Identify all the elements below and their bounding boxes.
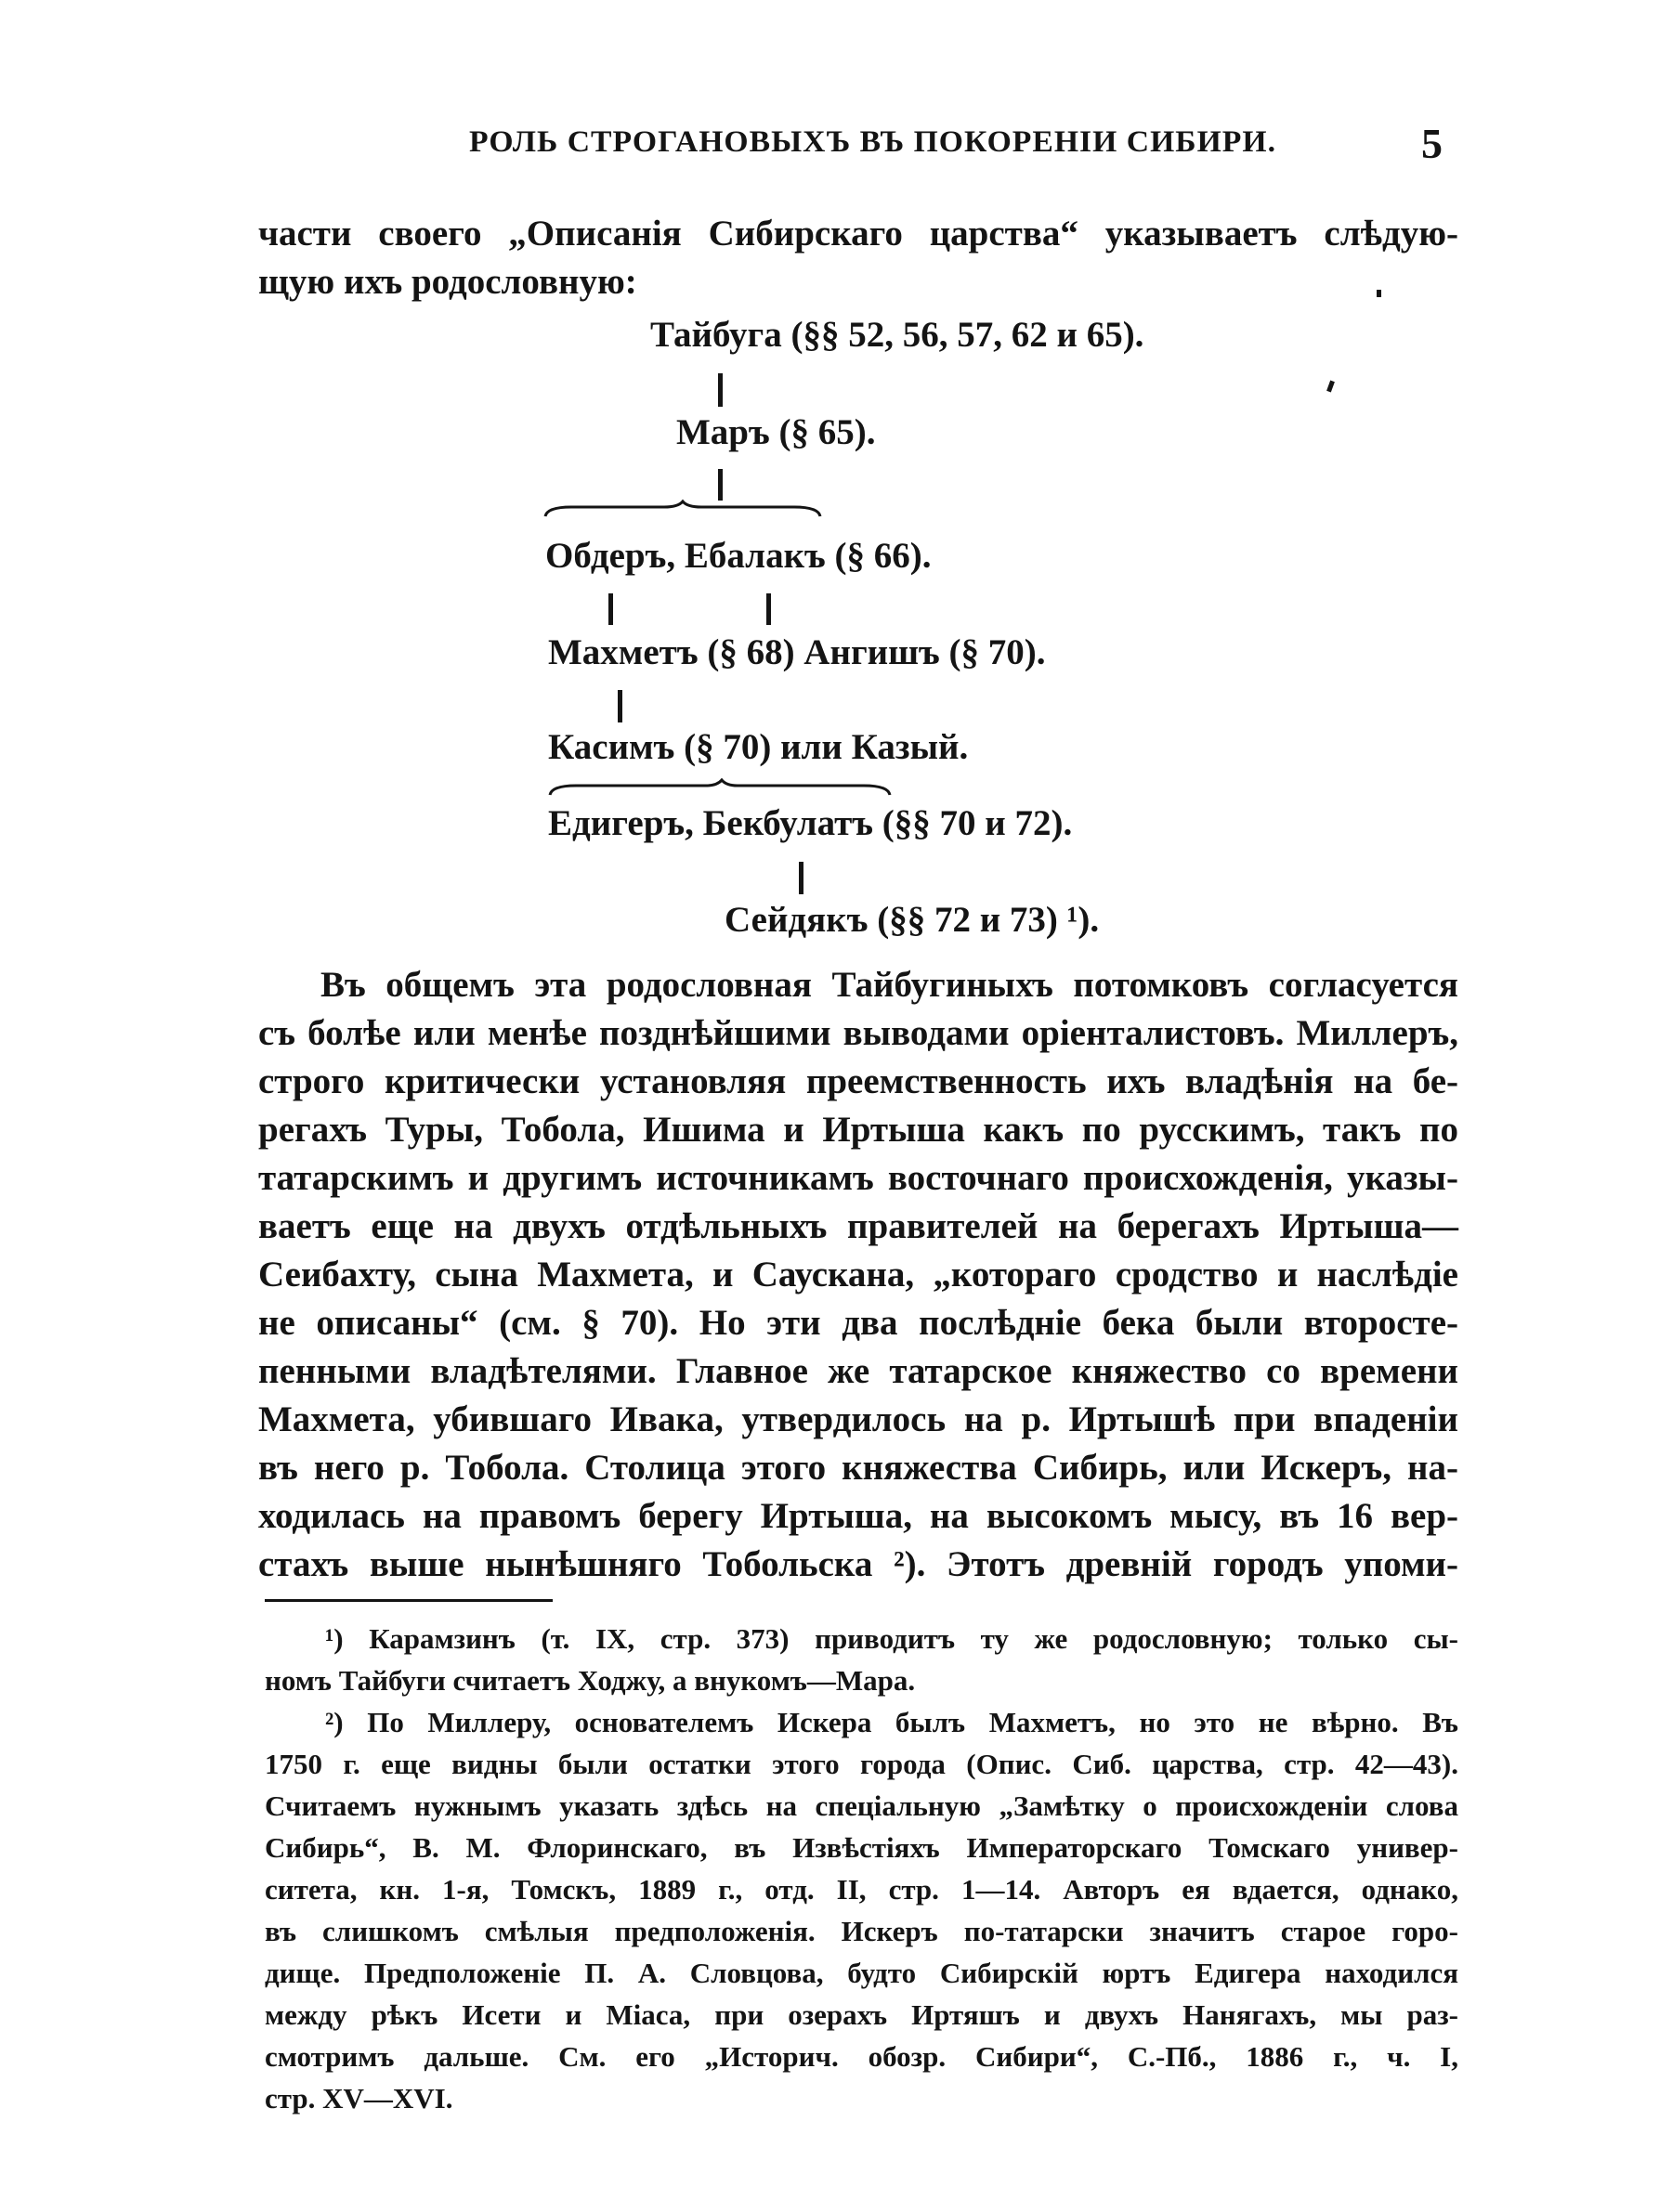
genealogy-kasim: Касимъ (§ 70) или Казый. <box>548 727 969 767</box>
footnote-2-line-6: въ слишкомъ смѣлыя предположенія. Искеръ по-татарски значитъ старое горо- <box>265 1915 1458 1947</box>
footnote-2-line-3: Считаемъ нужнымъ указать здѣсь на спеціальную „Замѣтку о происхожденіи слова <box>265 1789 1458 1822</box>
paragraph-line-12: ходилась на правомъ берегу Иртыша, на высокомъ мысу, въ 16 вер- <box>258 1496 1458 1536</box>
paragraph-line-10: Махмета, убившаго Ивака, утвердилось на р. Иртышѣ при впаденіи <box>258 1399 1458 1439</box>
paragraph-line-11: въ него р. Тобола. Столица этого княжества Сибирь, или Искеръ, на- <box>258 1448 1458 1488</box>
footnote-separator <box>265 1599 553 1602</box>
paragraph-line-7: Сеибахту, сына Махмета, и Саускана, „котораго сродство и наслѣдіе <box>258 1255 1458 1295</box>
genealogy-connector <box>608 593 613 625</box>
genealogy-mar: Маръ (§ 65). <box>676 412 876 452</box>
intro-line-1: части своего „Описанія Сибирскаго царства“ указываетъ слѣдую- <box>258 214 1458 254</box>
intro-line-2: щую ихъ родословную: <box>258 262 637 302</box>
genealogy-brace <box>548 780 892 799</box>
footnote-2-line-4: Сибирь“, В. М. Флоринскаго, въ Извѣстіяхъ Императорскаго Томскаго универ- <box>265 1831 1458 1864</box>
genealogy-connector <box>766 593 771 625</box>
genealogy-seidyak: Сейдякъ (§§ 72 и 73) ¹). <box>725 900 1100 940</box>
genealogy-connector <box>618 690 622 722</box>
footnote-2-line-7: дище. Предположеніе П. А. Словцова, будто Сибирскій юртъ Едигера находился <box>265 1957 1458 1989</box>
genealogy-brace <box>543 501 822 520</box>
running-title: РОЛЬ СТРОГАНОВЫХЪ ВЪ ПОКОРЕНІИ СИБИРИ. <box>469 125 1277 159</box>
paragraph-line-8: не описаны“ (см. § 70). Но эти два послѣдніе бека были второсте- <box>258 1303 1458 1343</box>
print-speck <box>1377 290 1381 297</box>
paragraph-line-5: татарскимъ и другимъ источникамъ восточнаго происхожденія, указы- <box>258 1158 1458 1198</box>
paragraph-line-13: стахъ выше нынѣшняго Тобольска ²). Этотъ древній городъ упоми- <box>258 1544 1458 1584</box>
footnote-2-line-8: между рѣкъ Исети и Міаса, при озерахъ Иртяшъ и двухъ Нанягахъ, мы раз- <box>265 1998 1458 2031</box>
footnote-2-line-1: ²) По Миллеру, основателемъ Искера былъ Махметъ, но это не вѣрно. Въ <box>325 1706 1458 1738</box>
genealogy-connector <box>718 469 723 501</box>
footnote-2-line-10: стр. XV—XVI. <box>265 2082 453 2114</box>
paragraph-line-3: строго критически установляя преемственность ихъ владѣнія на бе- <box>258 1061 1458 1101</box>
paragraph-line-9: пенными владѣтелями. Главное же татарское княжество со времени <box>258 1351 1458 1391</box>
print-speck <box>1326 381 1335 393</box>
paragraph-line-2: съ болѣе или менѣе позднѣйшими выводами оріенталистовъ. Миллеръ, <box>258 1013 1458 1053</box>
paragraph-line-6: ваетъ еще на двухъ отдѣльныхъ правителей на берегахъ Иртыша— <box>258 1206 1458 1246</box>
footnote-1-line-1: ¹) Карамзинъ (т. IX, стр. 373) приводитъ ту же родословную; только сы- <box>325 1622 1458 1655</box>
genealogy-taibuga: Тайбуга (§§ 52, 56, 57, 62 и 65). <box>650 315 1144 355</box>
footnote-1-line-2: номъ Тайбуги считаетъ Ходжу, а внукомъ—Мара. <box>265 1664 916 1697</box>
genealogy-obder-ebalak: Обдеръ, Ебалакъ (§ 66). <box>545 536 932 576</box>
paragraph-line-4: регахъ Туры, Тобола, Ишима и Иртыша какъ по русскимъ, такъ по <box>258 1110 1458 1150</box>
paragraph-line-1: Въ общемъ эта родословная Тайбугиныхъ потомковъ согласуется <box>320 965 1458 1005</box>
genealogy-ediger-bekbulat: Едигеръ, Бекбулатъ (§§ 70 и 72). <box>548 803 1073 843</box>
footnote-2-line-5: ситета, кн. 1-я, Томскъ, 1889 г., отд. II, стр. 1—14. Авторъ ея вдается, однако, <box>265 1873 1458 1906</box>
page-number: 5 <box>1421 120 1443 167</box>
footnote-2-line-9: смотримъ дальше. См. его „Историч. обозр. Сибири“, С.-Пб., 1886 г., ч. I, <box>265 2040 1458 2073</box>
genealogy-connector <box>799 862 803 894</box>
genealogy-connector <box>718 373 723 407</box>
genealogy-mahmet-angish: Махметъ (§ 68) Ангишъ (§ 70). <box>548 632 1046 672</box>
footnote-2-line-2: 1750 г. еще видны были остатки этого города (Опис. Сиб. царства, стр. 42—43). <box>265 1748 1458 1780</box>
